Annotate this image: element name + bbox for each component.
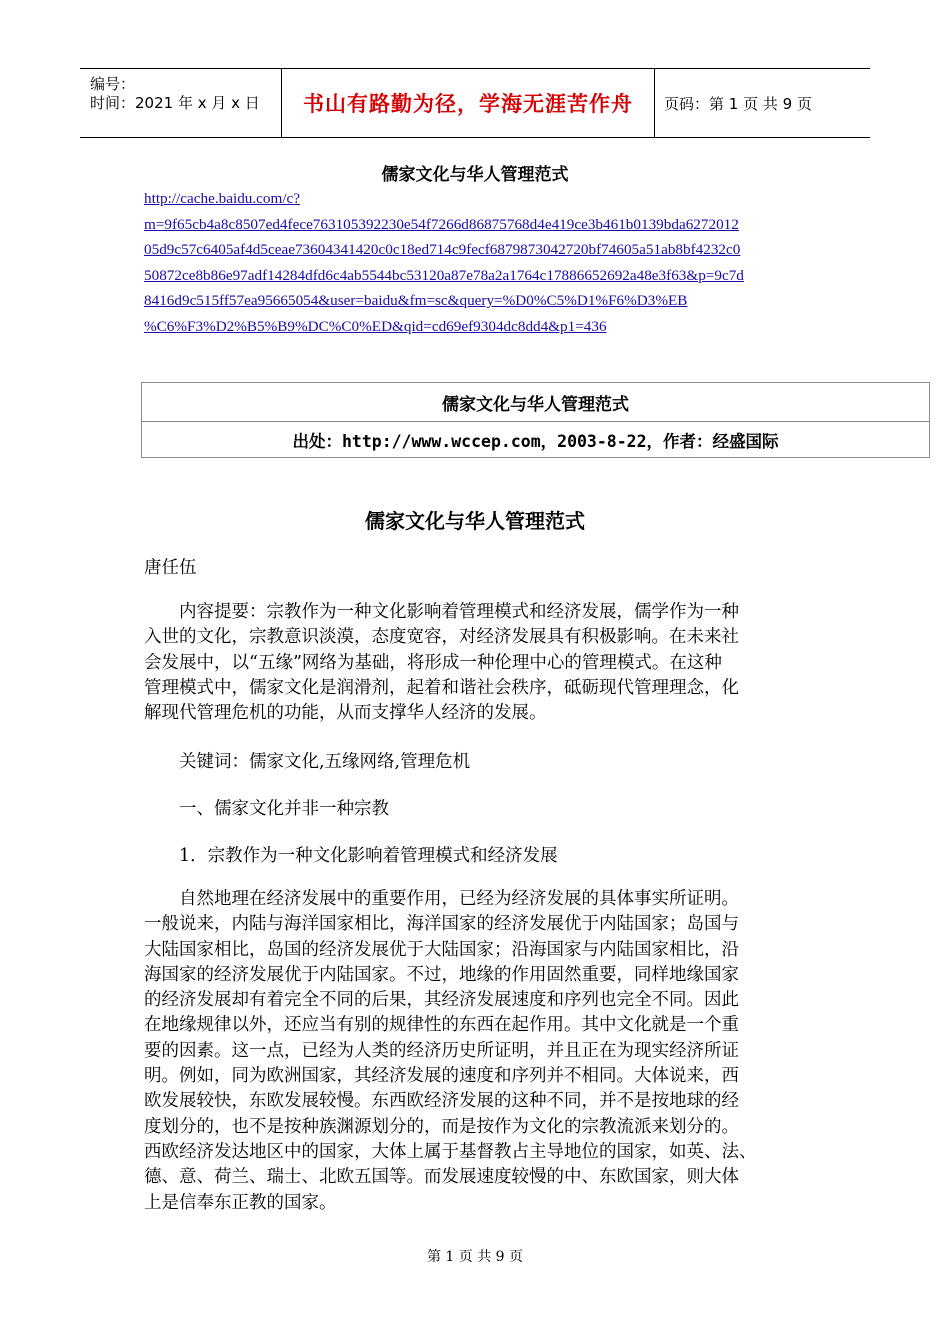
header-motto-cell: [281, 69, 655, 137]
page-footer: 第 1 页 共 9 页: [426, 1249, 524, 1265]
url-line[interactable]: 05d9c57c6405af4d5ceae73604341420c0c18ed714c9fecf6879873042720bf74605a51ab8bf4232c0: [144, 241, 741, 258]
info-box: [141, 382, 930, 458]
url-line[interactable]: m=9f65cb4a8c8507ed4fece763105392230e54f7266d86875768d4e419ce3b461b0139bda6272012: [144, 215, 739, 233]
body-line: 在地缘规律以外，还应当有别的规律性的东西在起作用。其中文化就是一个重: [144, 1015, 739, 1036]
body-line: 西欧经济发达地区中的国家，大体上属于基督教占主导地位的国家，如英、法、: [144, 1141, 757, 1162]
body-line: 自然地理在经济发展中的重要作用，已经为经济发展的具体事实所证明。: [144, 889, 739, 909]
keywords: 关键词：儒家文化,五缘网络,管理危机: [144, 752, 471, 772]
body-line: 要的因素。这一点，已经为人类的经济历史所证明，并且正在为现实经济所证: [144, 1040, 739, 1061]
body-line: 度划分的，也不是按种族渊源划分的，而是按作为文化的宗教流派来划分的。: [144, 1116, 739, 1137]
abstract-line: 内容提要：宗教作为一种文化影响着管理模式和经济发展，儒学作为一种: [144, 602, 739, 622]
body-line: 德、意、荷兰、瑞士、北欧五国等。而发展速度较慢的中、东欧国家，则大体: [144, 1167, 739, 1188]
body-paragraph: [144, 887, 814, 1216]
abstract-line: 会发展中，以“五缘”网络为基础，将形成一种伦理中心的管理模式。在这种: [144, 652, 722, 673]
document-title: 儒家文化与华人管理范式: [381, 165, 569, 185]
abstract-line: 入世的文化，宗教意识淡漠，态度宽容，对经济发展具有积极影响。在未来社: [144, 627, 739, 648]
document-header: [80, 68, 870, 138]
url-line[interactable]: http://cache.baidu.com/c?: [144, 190, 301, 207]
info-box-source: 出处：http://www.wccep.com，2003-8-22，作者：经盛国际: [292, 431, 779, 451]
abstract-line: 解现代管理危机的功能，从而支撑华人经济的发展。: [144, 703, 547, 724]
body-line: 欧发展较快，东欧发展较慢。东西欧经济发展的这种不同，并不是按地球的经: [144, 1091, 739, 1112]
body-line: 明。例如，同为欧洲国家，其经济发展的速度和序列并不相同。大体说来，西: [144, 1066, 739, 1087]
info-box-title: 儒家文化与华人管理范式: [142, 383, 929, 422]
abstract-paragraph: [144, 600, 814, 726]
article-author: 唐任伍: [144, 558, 197, 578]
body-line: 的经济发展却有着完全不同的后果，其经济发展速度和序列也完全不同。因此: [144, 990, 739, 1011]
article-title: 儒家文化与华人管理范式: [365, 509, 585, 533]
page-info: 页码：第 1 页 共 9 页: [664, 94, 812, 113]
url-line[interactable]: %C6%F3%D2%B5%B9%DC%C0%ED&qid=cd69ef9304dc8dd4&p1=436: [144, 317, 607, 335]
header-meta-cell: [80, 69, 280, 137]
body-line: 上是信奉东正教的国家。: [144, 1192, 337, 1213]
subsection-heading: 1．宗教作为一种文化影响着管理模式和经济发展: [144, 846, 558, 866]
motto: 书山有路勤为径，学海无涯苦作舟: [303, 92, 633, 116]
body-line: 一般说来，内陆与海洋国家相比，海洋国家的经济发展优于内陆国家；岛国与: [144, 914, 739, 935]
number-label: 编号：: [90, 75, 136, 93]
body-line: 海国家的经济发展优于内陆国家。不过，地缘的作用固然重要，同样地缘国家: [144, 964, 739, 985]
abstract-line: 管理模式中，儒家文化是润滑剂，起着和谐社会秩序，砥砺现代管理理念，化: [144, 677, 739, 698]
url-line[interactable]: 50872ce8b86e97adf14284dfd6c4ab5544bc53120a87e78a2a1764c17886652692a48e3f63&p=9c7d: [144, 266, 744, 284]
header-page-cell: [655, 69, 870, 137]
url-line[interactable]: 8416d9c515ff57ea95665054&user=baidu&fm=sc&query=%D0%C5%D1%F6%D3%EB: [144, 292, 688, 309]
body-line: 大陆国家相比，岛国的经济发展优于大陆国家；沿海国家与内陆国家相比，沿: [144, 939, 739, 960]
date-label: 时间：2021 年 x 月 x 日: [90, 94, 260, 112]
source-url-link[interactable]: [144, 186, 824, 339]
section-heading: 一、儒家文化并非一种宗教: [144, 799, 389, 819]
